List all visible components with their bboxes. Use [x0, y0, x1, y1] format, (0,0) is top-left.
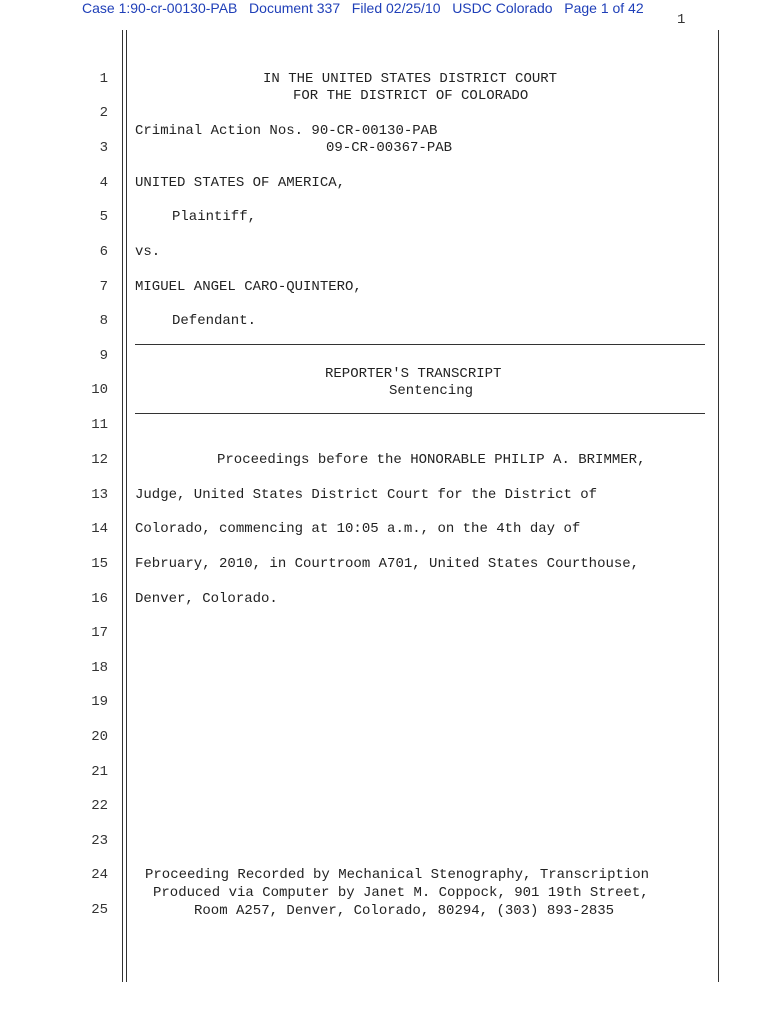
line-number: 2 [99, 105, 108, 121]
proceedings-line: Denver, Colorado. [135, 591, 278, 607]
line-number: 18 [91, 660, 108, 676]
case-number-second: 09-CR-00367-PAB [326, 140, 453, 156]
caption-divider-top [135, 344, 705, 345]
line-number: 21 [91, 764, 108, 780]
line-number: 22 [91, 798, 108, 814]
line-number: 8 [99, 313, 108, 329]
left-margin-rule-inner [126, 30, 127, 982]
line-number: 11 [91, 417, 108, 433]
line-number: 1 [99, 71, 108, 87]
reporter-footer-line: Produced via Computer by Janet M. Coppock, 901 19th Street, [153, 885, 649, 901]
versus: vs. [135, 244, 161, 260]
court-district: FOR THE DISTRICT OF COLORADO [293, 88, 529, 104]
line-number: 17 [91, 625, 108, 641]
defendant-name: MIGUEL ANGEL CARO-QUINTERO, [135, 279, 362, 295]
case-number: Case 1:90-cr-00130-PAB [82, 0, 238, 16]
line-number: 3 [99, 140, 108, 156]
filing-header [82, 0, 644, 16]
proceedings-line: Colorado, commencing at 10:05 a.m., on the 4th day of [135, 521, 581, 537]
left-margin-rule-outer [122, 30, 123, 982]
line-number: 14 [91, 521, 108, 537]
line-number: 7 [99, 279, 108, 295]
court-name: USDC Colorado [452, 0, 553, 16]
reporter-footer-line: Room A257, Denver, Colorado, 80294, (303) 893-2835 [194, 903, 615, 919]
line-number: 15 [91, 556, 108, 572]
line-number: 25 [91, 902, 108, 918]
line-number: 9 [99, 348, 108, 364]
plaintiff-role: Plaintiff, [172, 209, 257, 225]
transcript-subtitle: Sentencing [389, 383, 474, 399]
line-number: 13 [91, 487, 108, 503]
right-margin-rule [718, 30, 719, 982]
page-indicator: Page 1 of 42 [564, 0, 644, 16]
plaintiff-name: UNITED STATES OF AMERICA, [135, 175, 346, 191]
line-number: 23 [91, 833, 108, 849]
defendant-role: Defendant. [172, 313, 257, 329]
filed-date: Filed 02/25/10 [351, 0, 441, 16]
line-number: 5 [99, 209, 108, 225]
proceedings-line: Proceedings before the HONORABLE PHILIP A. BRIMMER, [217, 452, 646, 468]
proceedings-line: Judge, United States District Court for the District of [135, 487, 598, 503]
case-numbers-label: Criminal Action Nos. 90-CR-00130-PAB [135, 123, 438, 139]
line-number: 10 [91, 382, 108, 398]
line-number: 6 [99, 244, 108, 260]
transcript-title: REPORTER'S TRANSCRIPT [325, 366, 502, 382]
transcript-page-number: 1 [677, 12, 686, 28]
line-number: 24 [91, 867, 108, 883]
line-number: 16 [91, 591, 108, 607]
document-number: Document 337 [249, 0, 341, 16]
line-number: 19 [91, 694, 108, 710]
line-number: 4 [99, 175, 108, 191]
caption-divider-bottom [135, 413, 705, 414]
proceedings-line: February, 2010, in Courtroom A701, United States Courthouse, [135, 556, 640, 572]
line-number: 12 [91, 452, 108, 468]
court-title: IN THE UNITED STATES DISTRICT COURT [263, 71, 558, 87]
line-number: 20 [91, 729, 108, 745]
reporter-footer-line: Proceeding Recorded by Mechanical Stenography, Transcription [145, 867, 650, 883]
